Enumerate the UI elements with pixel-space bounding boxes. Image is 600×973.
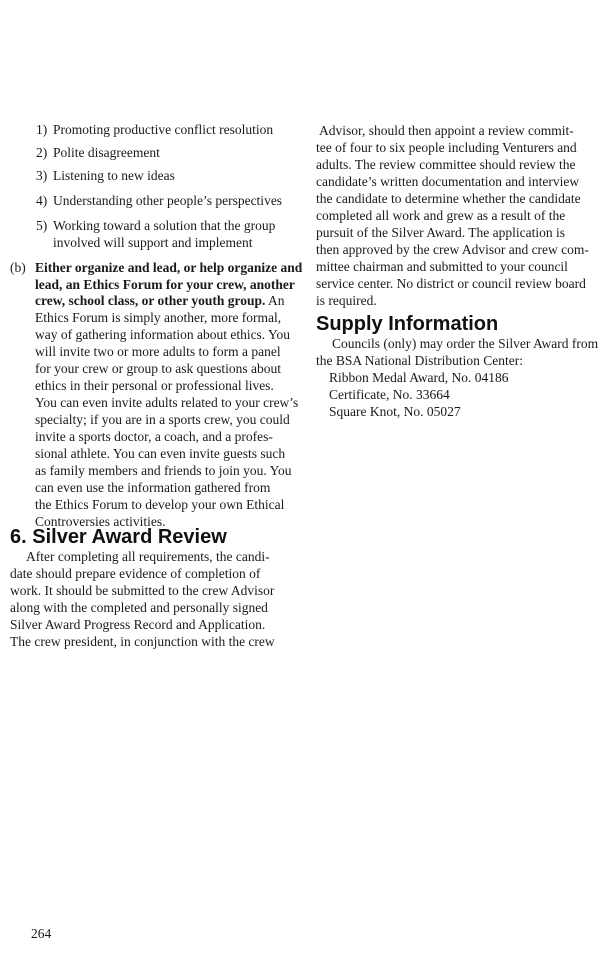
body-text: An	[268, 293, 285, 308]
item-label: (b)	[10, 260, 26, 275]
body-line: will invite two or more adults to form a panel	[35, 344, 281, 359]
list-number: 2)	[36, 145, 48, 160]
body-line: along with the completed and personally signed	[10, 600, 268, 615]
body-line: ethics in their personal or professional lives.	[35, 378, 274, 393]
body-line: invite a sports doctor, a coach, and a profes-	[35, 429, 273, 444]
body-line: candidate’s written documentation and interview	[316, 174, 580, 189]
body-line: adults. The review committee should review the	[316, 157, 576, 172]
supply-item: Ribbon Medal Award, No. 04186	[329, 370, 509, 385]
list-number: 1)	[36, 122, 48, 137]
body-line: Controversies activities.	[35, 514, 166, 529]
body-line: pursuit of the Silver Award. The application is	[316, 225, 565, 240]
body-line: date should prepare evidence of completion of	[10, 566, 261, 581]
body-line: specialty; if you are in a sports crew, you could	[35, 412, 290, 427]
list-number: 5)	[36, 218, 48, 233]
list-text: Working toward a solution that the group	[53, 218, 276, 233]
list-text: Understanding other people’s perspectives	[53, 193, 283, 208]
list-number: 4)	[36, 193, 48, 208]
bold-line: lead, an Ethics Forum for your crew, another	[35, 277, 295, 292]
list-number: 3)	[36, 168, 48, 183]
body-line: Ethics Forum is simply another, more formal,	[35, 310, 282, 325]
body-line: mittee chairman and submitted to your council	[316, 259, 568, 274]
body-line: way of gathering information about ethics. You	[35, 327, 290, 342]
body-line: You can even invite adults related to your crew’s	[35, 395, 299, 410]
body-line: service center. No district or council review board	[316, 276, 586, 291]
body-line: can even use the information gathered from	[35, 480, 271, 495]
body-line: Councils (only) may order the Silver Award from	[332, 336, 599, 351]
body-line: the Ethics Forum to develop your own Ethical	[35, 497, 285, 512]
body-line: completed all work and grew as a result of the	[316, 208, 566, 223]
supply-item: Certificate, No. 33664	[329, 387, 450, 402]
bold-line-wrap	[35, 292, 285, 309]
section-heading: Supply Information	[316, 313, 499, 335]
body-line: The crew president, in conjunction with the crew	[10, 634, 275, 649]
list-text: Promoting productive conflict resolution	[53, 122, 274, 137]
body-line: After completing all requirements, the candi-	[26, 549, 270, 564]
body-line: for your crew or group to ask questions about	[35, 361, 281, 376]
body-line: tee of four to six people including Venturers and	[316, 140, 577, 155]
body-line: then approved by the crew Advisor and crew com-	[316, 242, 589, 257]
body-line: the candidate to determine whether the candidate	[316, 191, 581, 206]
list-text: Listening to new ideas	[53, 168, 175, 183]
body-line: sional athlete. You can even invite guests such	[35, 446, 286, 461]
body-line: as family members and friends to join you. You	[35, 463, 292, 478]
page-number: 264	[31, 926, 52, 941]
list-text: Polite disagreement	[53, 145, 160, 160]
section-heading: 6. Silver Award Review	[10, 526, 227, 548]
supply-item: Square Knot, No. 05027	[329, 404, 461, 419]
body-line: Silver Award Progress Record and Application.	[10, 617, 266, 632]
body-line: is required.	[316, 293, 377, 308]
body-line: Advisor, should then appoint a review commit-	[319, 123, 574, 138]
list-text: involved will support and implement	[53, 235, 253, 250]
bold-line: crew, school class, or other youth group.	[35, 293, 266, 308]
bold-line: Either organize and lead, or help organize and	[35, 260, 303, 275]
body-line: work. It should be submitted to the crew Advisor	[10, 583, 275, 598]
body-line: the BSA National Distribution Center:	[316, 353, 523, 368]
